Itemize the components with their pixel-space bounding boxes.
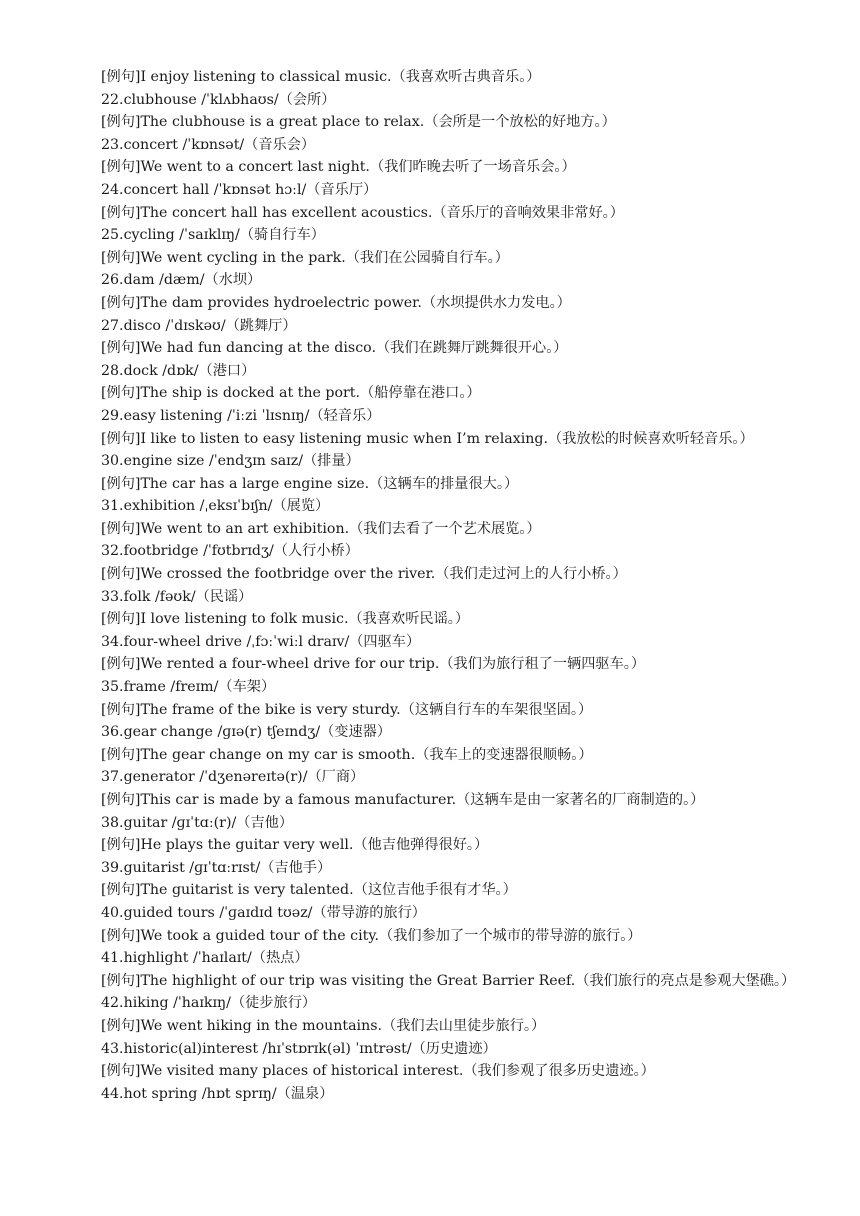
vocab-entry: 33.folk /fəʊk/（民谣） [101,588,253,605]
example-sentence: [例句]We took a guided tour of the city.（我们参加了一个城市的带导游的旅行。） [101,927,642,944]
example-sentence: [例句]The gear change on my car is smooth.（我车上的变速器很顺畅。） [101,746,593,763]
vocab-entry: 42.hiking /ˈhaɪkɪŋ/（徒步旅行） [101,995,317,1012]
example-sentence: [例句]We went to a concert last night.（我们昨晚去听了一场音乐会。） [101,159,576,176]
vocab-entry: 41.highlight /ˈhaɪlaɪt/（热点） [101,950,309,967]
example-sentence: [例句]The clubhouse is a great place to relax.（会所是一个放松的好地方。） [101,114,616,131]
vocab-entry: 32.footbridge /ˈfʊtbrɪdʒ/（人行小桥） [101,543,359,560]
example-sentence: [例句]I enjoy listening to classical music.（我喜欢听古典音乐。） [101,69,541,85]
vocab-entry: 22.clubhouse /ˈklʌbhaʊs/（会所） [101,91,336,108]
example-sentence: [例句]The car has a large engine size.（这辆车的排量很大。） [101,475,519,492]
vocab-entry: 29.easy listening /ˈiːzi ˈlɪsnɪŋ/（轻音乐） [101,407,381,424]
vocab-entry: 24.concert hall /ˈkɒnsət hɔːl/（音乐厅） [101,181,378,198]
example-sentence: [例句]We rented a four-wheel drive for our trip.（我们为旅行租了一辆四驱车。） [101,656,646,673]
vocab-entry: 44.hot spring /hɒt sprɪŋ/（温泉） [101,1085,334,1102]
example-sentence: [例句]We had fun dancing at the disco.（我们在跳舞厅跳舞很开心。） [101,340,568,357]
example-sentence: [例句]I love listening to folk music.（我喜欢听民谣。） [101,611,470,628]
vocab-entry: 30.engine size /ˈendʒɪn saɪz/（排量） [101,453,360,470]
example-sentence: [例句]The highlight of our trip was visiting the Great Barrier Reef.（我们旅行的亮点是参观大堡礁。） [101,972,796,989]
example-sentence: [例句]The dam provides hydroelectric power.（水坝提供水力发电。） [101,294,571,311]
example-sentence: [例句]The concert hall has excellent acoustics.（音乐厅的音响效果非常好。） [101,204,624,221]
vocab-entry: 28.dock /dɒk/（港口） [101,362,256,379]
vocab-entry: 39.guitarist /ɡɪˈtɑːrɪst/（吉他手） [101,859,332,876]
vocab-entry: 38.guitar /ɡɪˈtɑː(r)/（吉他） [101,814,294,831]
example-sentence: [例句]The guitarist is very talented.（这位吉他手很有才华。） [101,882,517,899]
vocab-entry: 34.four-wheel drive /ˌfɔːˈwiːl draɪv/（四驱车） [101,633,421,650]
example-sentence: [例句]The ship is docked at the port.（船停靠在港口。） [101,385,481,402]
vocab-entry: 25.cycling /ˈsaɪklɪŋ/（骑自行车） [101,227,325,244]
example-sentence: [例句]I like to listen to easy listening music when I’m relaxing.（我放松的时候喜欢听轻音乐。） [101,430,754,447]
vocab-entry: 31.exhibition /ˌeksɪˈbɪʃn/（展览） [101,498,330,515]
vocab-entry: 27.disco /ˈdɪskəʊ/（跳舞厅） [101,317,297,334]
vocab-entry: 23.concert /ˈkɒnsət/（音乐会） [101,136,316,153]
example-sentence: [例句]We crossed the footbridge over the river.（我们走过河上的人行小桥。） [101,566,627,583]
example-sentence: [例句]We went cycling in the park.（我们在公园骑自行车。） [101,249,509,266]
vocab-entry: 35.frame /freɪm/（车架） [101,679,276,696]
vocab-entry: 43.historic(al)interest /hɪˈstɒrɪk(əl) ˈɪntrəst/（历史遗迹） [101,1040,497,1057]
vocab-entry: 36.gear change /ɡɪə(r) tʃeɪndʒ/（变速器） [101,724,392,741]
example-sentence: [例句]The frame of the bike is very sturdy.（这辆自行车的车架很坚固。） [101,701,593,718]
example-sentence: [例句]We visited many places of historical interest.（我们参观了很多历史遗迹。） [101,1063,655,1080]
vocab-entry: 26.dam /dæm/（水坝） [101,272,262,289]
example-sentence: [例句]This car is made by a famous manufacturer.（这辆车是由一家著名的厂商制造的。） [101,792,705,808]
example-sentence: [例句]We went to an art exhibition.（我们去看了一个艺术展览。） [101,520,541,537]
example-sentence: [例句]We went hiking in the mountains.（我们去山里徒步旅行。） [101,1017,546,1034]
vocab-entry: 37.generator /ˈdʒenəreɪtə(r)/（厂商） [101,769,365,786]
example-sentence: [例句]He plays the guitar very well.（他吉他弹得很好。） [101,837,489,854]
vocab-entry: 40.guided tours /ˈɡaɪdɪd tʊəz/（带导游的旅行） [101,904,426,921]
